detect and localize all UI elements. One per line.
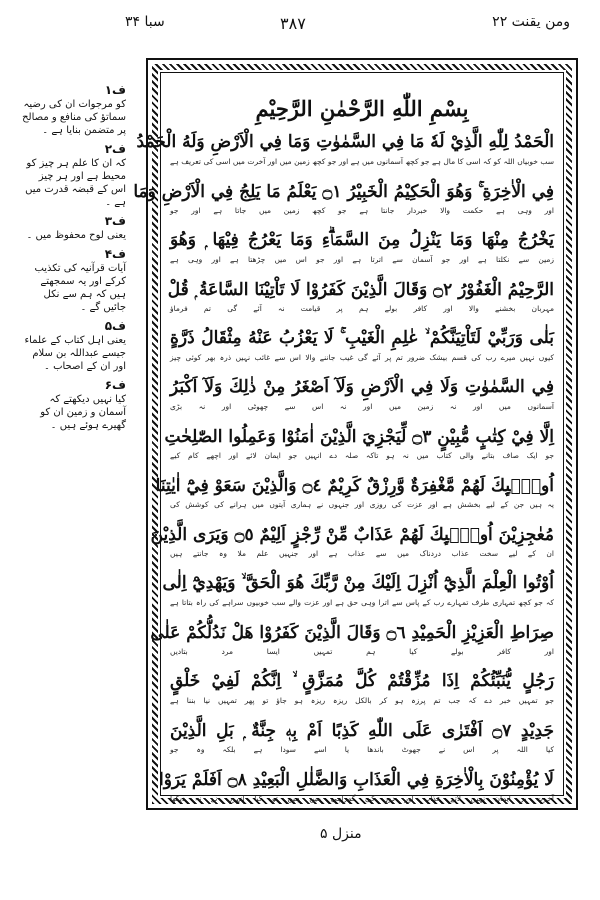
verse-line: الرَّحِيْمُ الْغَفُوْرُ ۝٢ وَقَالَ الَّذِيْنَ كَفَرُوْا لَا تَاْتِيْنَا السَّاعَةُ ۭ قُلْ: [167, 280, 554, 300]
verse-line: بَلٰى وَرَبِّيْ لَتَاْتِيَنَّكُمْ ۙ عٰلِمِ الْغَيْبِ ۚ لَا يَعْزُبُ عَنْهُ مِثْقَالُ ذَرَّةٍ: [170, 328, 554, 348]
translation-line: یہ ہیں جن کے لیے بخشش ہے اور عزت کی روزی اور جنہوں نے ہماری آیتوں میں ہرانے کی کوشش کی: [170, 500, 554, 509]
manzil-marker: منزل ۵: [320, 826, 362, 842]
note-text: کہ ان کا علم ہر چیز کو محیط ہے اور ہر چیز اس کے قبضہ قدرت میں ہے ۔: [25, 158, 126, 208]
translation-line: آسمانوں میں اور نہ زمین میں اور نہ اس سے چھوٹی اور نہ بڑی: [170, 402, 554, 411]
page-header: [0, 14, 600, 38]
note-number: ف۵: [104, 319, 126, 333]
verse-line: فِي الْاٰخِرَةِ ۚ وَهُوَ الْحَكِيْمُ الْخَبِيْرُ ۝١ يَعْلَمُ مَا يَلِجُ فِي الْاَرْضِ وَمَا: [133, 182, 554, 202]
translation-line: سب خوبیاں اللہ کو کہ اسی کا مال ہے جو کچھ آسمانوں میں ہے اور جو کچھ زمین میں اور آخرت میں اسی کی تعریف ہے: [170, 157, 554, 166]
note-text: کو مرجوات ان کی رضیہ سماتؤ کی منافع و مصالح پر متضمن بنایا ہے ۔: [22, 99, 126, 136]
translation-line: اور وہی ہے حکمت والا خبردار جانتا ہے جو کچھ زمین میں جاتا ہے اور جو: [170, 206, 554, 215]
translation-line: جو تمہیں خبر دے کہ جب تم پرزہ ہو کر بالکل ریزہ ریزہ ہو جاؤ تو پھر تمہیں نیا بننا ہے: [170, 696, 554, 705]
juz-header: ومن یقنت ۲۲: [492, 14, 570, 30]
verse-line: جَدِيْدٍ ۝٧ اَفْتَرٰى عَلَى اللّٰهِ كَذِبًا اَمْ بِهٖ جِنَّةٌ ۭ بَلِ الَّذِيْنَ: [170, 721, 554, 741]
translation-line: ان کے لیے سخت عذاب دردناک میں سے عذاب ہے اور جنہیں علم ملا وہ جانتے ہیں: [170, 549, 554, 558]
translation-line: زمین سے نکلتا ہے اور جو آسمان سے اترتا ہے اور جو اس میں چڑھتا ہے اور وہی ہے: [170, 255, 554, 264]
translation-line: آخرت پر ایمان نہیں لاتے عذاب اور دور کی گمراہی میں ہیں تو کیا انہوں نے نہ دیکھا: [170, 794, 554, 803]
side-note: [22, 248, 126, 314]
verse-line: فِي السَّمٰوٰتِ وَلَا فِي الْاَرْضِ وَلَآ اَصْغَرُ مِنْ ذٰلِكَ وَلَآ اَكْبَرُ: [170, 377, 554, 397]
translation-line: مہربان بخشنے والا اور کافر بولے ہم پر قیامت نہ آئے گی تم فرماؤ: [170, 304, 554, 313]
verse-line: اِلَّا فِيْ كِتٰبٍ مُّبِيْنٍ ۝٣ لِّيَجْزِيَ الَّذِيْنَ اٰمَنُوْا وَعَمِلُوا الصّٰلِحٰتِ: [164, 427, 554, 447]
side-note: [22, 215, 126, 242]
side-note: [22, 379, 126, 432]
verse-line: الْحَمْدُ لِلّٰهِ الَّذِيْ لَهٗ مَا فِي السَّمٰوٰتِ وَمَا فِي الْاَرْضِ وَلَهُ الْحَمْدُ: [136, 132, 554, 152]
note-text: کیا نہیں دیکھتے کہ آسمان و زمین ان کو گھیرے ہوئے ہیں ۔: [40, 394, 126, 431]
verse-line: يَخْرُجُ مِنْهَا وَمَا يَنْزِلُ مِنَ السَّمَاۗءِ وَمَا يَعْرُجُ فِيْهَا ۭ وَهُوَ: [170, 230, 554, 250]
page-number: ۳۸۷: [280, 14, 306, 33]
verse-line: لَا يُؤْمِنُوْنَ بِالْاٰخِرَةِ فِي الْعَذَابِ وَالضَّلٰلِ الْبَعِيْدِ ۝٨ اَفَلَمْ يَرَوْا: [158, 770, 554, 790]
side-notes: [22, 78, 126, 818]
note-text: یعنی اہل کتاب کے علماء جیسے عبداللہ بن سلام اور ان کے اصحاب ۔: [24, 335, 126, 372]
note-number: ف۳: [104, 214, 126, 228]
verse-line: اُوْتُوا الْعِلْمَ الَّذِيْٓ اُنْزِلَ اِلَيْكَ مِنْ رَّبِّكَ هُوَ الْحَقَّ ۙ وَيَهْدِيْٓ اِلٰى: [162, 573, 554, 593]
verse-line: مُعٰجِزِيْنَ اُولٰۗىِٕكَ لَهُمْ عَذَابٌ مِّنْ رِّجْزٍ اَلِيْمٌ ۝٥ وَيَرَى الَّذِيْنَ: [150, 525, 554, 545]
note-number: ف۲: [104, 142, 126, 156]
note-text: آیات قرآنیہ کی تکذیب کرکے اور یہ سمجھتے ہیں کہ ہم سے نکل جائیں گے ۔: [34, 263, 126, 313]
surah-header: سبا ۳۴: [125, 14, 165, 30]
note-text: یعنی لوح محفوظ میں ۔: [26, 230, 126, 241]
note-number: ف۱: [104, 83, 126, 97]
translation-line: اور کافر بولے کیا ہم تمہیں ایسا مرد بتادیں: [170, 647, 554, 656]
side-note: [22, 84, 126, 137]
translation-line: کہ جو کچھ تمہاری طرف تمہارے رب کے پاس سے اترا وہی حق ہے اور عزت والے سب خوبیوں سراہے کی راہ بتاتا ہے: [170, 598, 554, 607]
verse-line: رَجُلٍ يُّنَبِّئُكُمْ اِذَا مُزِّقْتُمْ كُلَّ مُمَزَّقٍ ۙ اِنَّكُمْ لَفِيْ خَلْقٍ: [170, 671, 554, 691]
translation-line: جو ایک صاف بتانے والی کتاب میں نہ ہو تاکہ صلہ دے انہیں جو ایمان لائے اور اچھے کام کیے: [170, 451, 554, 460]
side-note: [22, 143, 126, 209]
side-note: [22, 320, 126, 373]
translation-line: کیوں نہیں میرے رب کی قسم بیشک ضرور تم پر آئے گی غیب جاننے والا اس سے غائب نہیں ذرہ بھر کوئی چیز: [170, 353, 554, 362]
verse-line: صِرَاطِ الْعَزِيْزِ الْحَمِيْدِ ۝٦ وَقَالَ الَّذِيْنَ كَفَرُوْا هَلْ نَدُلُّكُمْ عَلٰى: [150, 623, 554, 643]
verse-line: اُولٰۗىِٕكَ لَهُمْ مَّغْفِرَةٌ وَّرِزْقٌ كَرِيْمٌ ۝٤ وَالَّذِيْنَ سَعَوْ فِيْٓ اٰيٰتِنَا: [155, 476, 554, 496]
basmala: بِسْمِ اللّٰهِ الرَّحْمٰنِ الرَّحِيْمِ: [255, 96, 469, 121]
note-number: ف۶: [104, 378, 126, 392]
note-number: ف۴: [104, 247, 126, 261]
translation-line: کیا اللہ پر اس نے جھوٹ باندھا یا اسے سودا ہے بلکہ وہ جو: [170, 745, 554, 754]
